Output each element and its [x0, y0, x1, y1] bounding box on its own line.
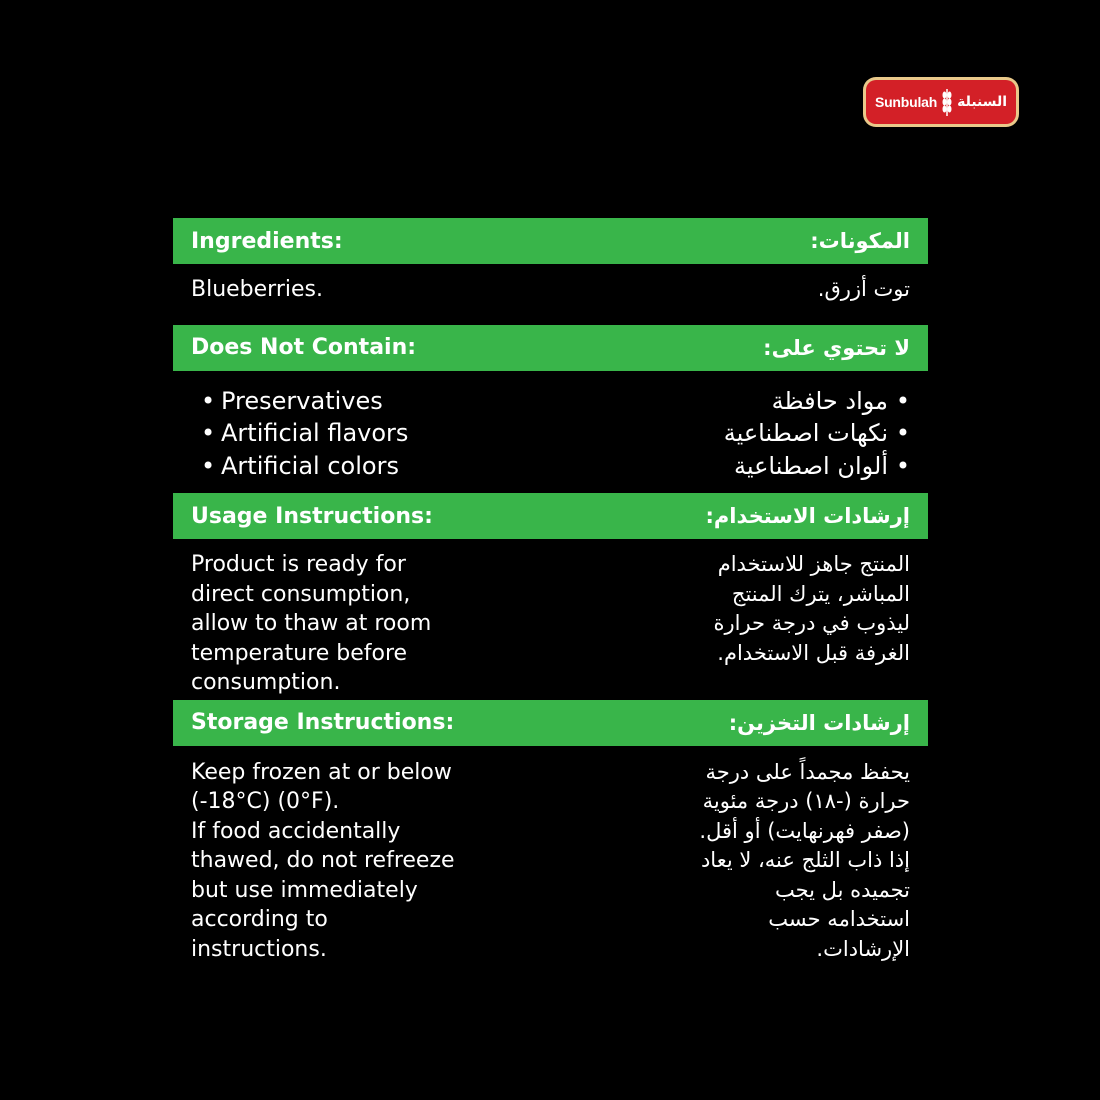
storage-instructions-body	[173, 746, 928, 965]
logo-text-en: Sunbulah	[874, 94, 938, 110]
storage-title-ar: إرشادات التخزين:	[728, 710, 910, 735]
list-item: • ألوان اصطناعية	[724, 450, 910, 483]
sunbulah-logo	[866, 80, 1016, 124]
usage-instructions-body	[173, 539, 928, 700]
storage-instructions-header	[173, 700, 928, 746]
product-info-panel	[173, 218, 928, 964]
does-not-contain-list-ar	[724, 385, 910, 483]
list-item: • Artificial colors	[191, 450, 408, 483]
list-item: • Preservatives	[191, 385, 408, 418]
storage-title-en: Storage Instructions:	[191, 710, 455, 735]
logo-text-ar: السنبلة	[957, 94, 1008, 110]
list-item: • مواد حافظة	[724, 385, 910, 418]
usage-instructions-header	[173, 493, 928, 539]
usage-text-en: Product is ready for direct consumption, allow to thaw at room temperature before consumption.	[191, 552, 432, 695]
does-not-contain-list-en	[191, 385, 408, 483]
wheat-icon	[941, 87, 953, 117]
list-item: • Artificial flavors	[191, 417, 408, 450]
does-not-contain-header	[173, 325, 928, 371]
ingredients-title-en: Ingredients:	[191, 228, 343, 254]
ingredients-body	[173, 264, 928, 325]
does-not-contain-title-en: Does Not Contain:	[191, 335, 417, 360]
ingredients-title-ar: المكونات:	[810, 229, 910, 253]
list-item: • نكهات اصطناعية	[724, 417, 910, 450]
does-not-contain-title-ar: لا تحتوي على:	[763, 335, 910, 360]
usage-title-ar: إرشادات الاستخدام:	[705, 504, 910, 528]
storage-text-en: Keep frozen at or below (-18°C) (0°F). If food accidentally thawed, do not refreeze but use immediately according to instructions.	[191, 759, 455, 962]
ingredients-text-en: Blueberries.	[191, 277, 323, 302]
usage-text-ar: المنتج جاهز للاستخدام المباشر، يترك المنتج ليذوب في درجة حرارة الغرفة قبل الاستخدام.	[713, 552, 910, 665]
ingredients-text-ar: توت أزرق.	[817, 277, 910, 301]
ingredients-header	[173, 218, 928, 264]
does-not-contain-body	[173, 371, 928, 494]
usage-title-en: Usage Instructions:	[191, 503, 433, 529]
storage-text-ar: يحفظ مجمداً على درجة حرارة (-١٨) درجة مئوية (صفر فهرنهايت) أو أقل. إذا ذاب الثلج عنه، لا يعاد تجميده بل يجب استخدامه حسب الإرشادات.	[699, 759, 910, 961]
